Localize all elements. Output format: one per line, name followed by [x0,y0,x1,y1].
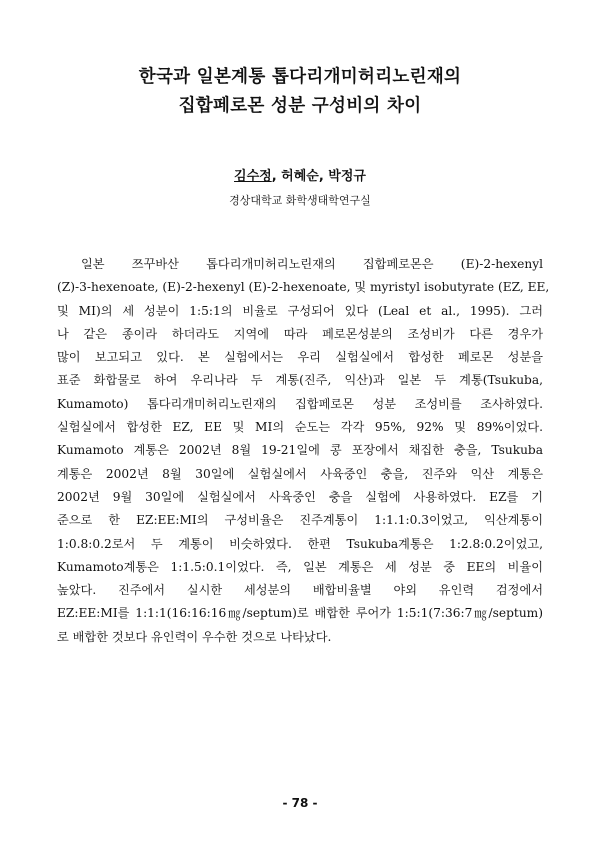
abstract-line: 많이 보고되고 있다. 본 실험에서는 우리 실험실에서 합성한 페로몬 성분을 [57,350,543,365]
abstract-line: Kumamoto계통은 1:1.5:0.1이었다. 즉, 일본 계통은 세 성분 중 EE의 비율이 [57,559,543,574]
first-author: 김수정 [234,169,272,184]
abstract-line: 실험실에서 합성한 EZ, EE 및 MI의 순도는 각각 95%, 92% 및 89%이었다. [57,420,543,435]
abstract-line: 표준 화합물로 하여 우리나라 두 계통(진주, 익산)과 일본 두 계통(Tsukuba, [57,373,543,388]
paper-title-line-1: 한국과 일본계통 톱다리개미허리노린재의 [138,67,462,87]
author-list [0,168,600,186]
abstract-line: 나 같은 종이라 하더라도 지역에 따라 페로몬성분의 조성비가 다른 경우가 [57,326,543,341]
abstract-line: 및 MI)의 세 성분이 1:5:1의 비율로 구성되어 있다 (Leal et al., 1995). 그러 [57,303,543,318]
abstract-line: 준으로 한 EZ:EE:MI의 구성비율은 진주계통이 1:1.1:0.3이었고, 익산계통이 [57,513,543,528]
page-number: - 78 - [282,796,318,810]
abstract-line: 높았다. 진주에서 실시한 세성분의 배합비율별 야외 유인력 검정에서 [57,583,543,598]
abstract-line: 로 배합한 것보다 유인력이 우수한 것으로 나타났다. [57,629,332,644]
affiliation: 경상대학교 화학생태학연구실 [229,194,371,207]
abstract-line: 계통은 2002년 8월 30일에 실험실에서 사육중인 충을, 진주와 익산 계통은 [57,466,543,481]
abstract-line: Kumamoto 계통은 2002년 8월 19-21일에 콩 포장에서 채집한 충을, Tsukuba [57,443,543,458]
abstract-line: 일본 쯔꾸바산 톱다리개미허리노린재의 집합페로몬은 (E)-2-hexenyl [81,257,543,271]
abstract-line: 1:0.8:0.2로서 두 계통이 비슷하였다. 한편 Tsukuba계통은 1:2.8:0.2이었고, [57,536,543,551]
abstract-line: (Z)-3-hexenoate, (E)-2-hexenyl (E)-2-hexenoate, 및 myristyl isobutyrate (EZ, EE, [57,280,550,295]
author-separator: , [271,169,282,184]
co-authors: 허혜순, 박정규 [281,169,366,184]
abstract-body [57,253,550,649]
abstract-line: 2002년 9월 30일에 실험실에서 사육중인 충을 실험에 사용하였다. EZ를 기 [57,489,543,504]
abstract-line: EZ:EE:MI를 1:1:1(16:16:16㎎/septum)로 배합한 루어가 1:5:1(7:36:7㎎/septum) [57,606,543,621]
paper-title-line-2: 집합페로몬 성분 구성비의 차이 [178,96,422,116]
abstract-line: Kumamoto) 톱다리개미허리노린재의 집합페로몬 성분 조성비를 조사하였다. [57,396,543,411]
